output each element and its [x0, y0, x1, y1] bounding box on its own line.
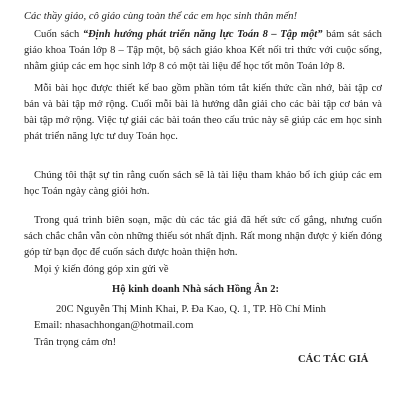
author-signature: CÁC TÁC GIẢ: [298, 354, 369, 365]
feedback-paragraph: Trong quá trình biên soạn, mặc dù các tác giả đã hết sức cố gắng, nhưng cuốn sách chắc chắn vẫn còn những thiếu sót nhất định. Rất mong nhận được ý kiến đóng góp từ bạn đọc để cuốn sách được hoàn thiện hơn.: [24, 215, 382, 258]
hope-paragraph: Chúng tôi thật sự tin rằng cuốn sách sẽ là tài liệu tham khảo bổ ích giúp các em học Toán ngày càng giỏi hơn.: [24, 170, 382, 197]
email-address: nhasachhongan@hotmail.com: [64, 320, 194, 331]
intro-after: bám sát sách giáo khoa Toán lớp 8 – Tập một, bộ sách giáo khoa Kết nối tri thức với cuộc sống, nhằm giúp các em học sinh lớp 8 có một tài liệu để học tốt môn Toán lớp 8.: [24, 29, 382, 72]
publisher-address: 20C Nguyễn Thị Minh Khai, P. Đa Kao, Q. 1, TP. Hồ Chí Minh: [56, 304, 326, 315]
contact-prompt: Mọi ý kiến đóng góp xin gửi về: [34, 264, 169, 275]
publisher-name: Hộ kinh doanh Nhà sách Hồng Ân 2:: [112, 284, 280, 295]
email-label: Email:: [34, 320, 63, 331]
intro-before: Cuốn sách: [34, 29, 83, 40]
structure-paragraph: Mỗi bài học được thiết kế bao gồm phần tóm tắt kiến thức cần nhớ, bài tập cơ bản và bài tập mở rộng. Cuối mỗi bài là hướng dẫn giải cho các bài tập cơ bản và bài tập mở rộng. Việc tự giải các bài toán theo cấu trúc này sẽ giúp các em học sinh phát triển năng lực tư duy Toán học.: [24, 83, 382, 142]
book-title: “Định hướng phát triển năng lực Toán 8 – Tập một”: [82, 29, 323, 40]
intro-paragraph: [24, 27, 382, 75]
thanks-line: Trân trọng cảm ơn!: [34, 337, 117, 348]
email-line: [34, 318, 193, 334]
salutation: Các thầy giáo, cô giáo cùng toàn thể các em học sinh thân mến!: [24, 11, 298, 22]
